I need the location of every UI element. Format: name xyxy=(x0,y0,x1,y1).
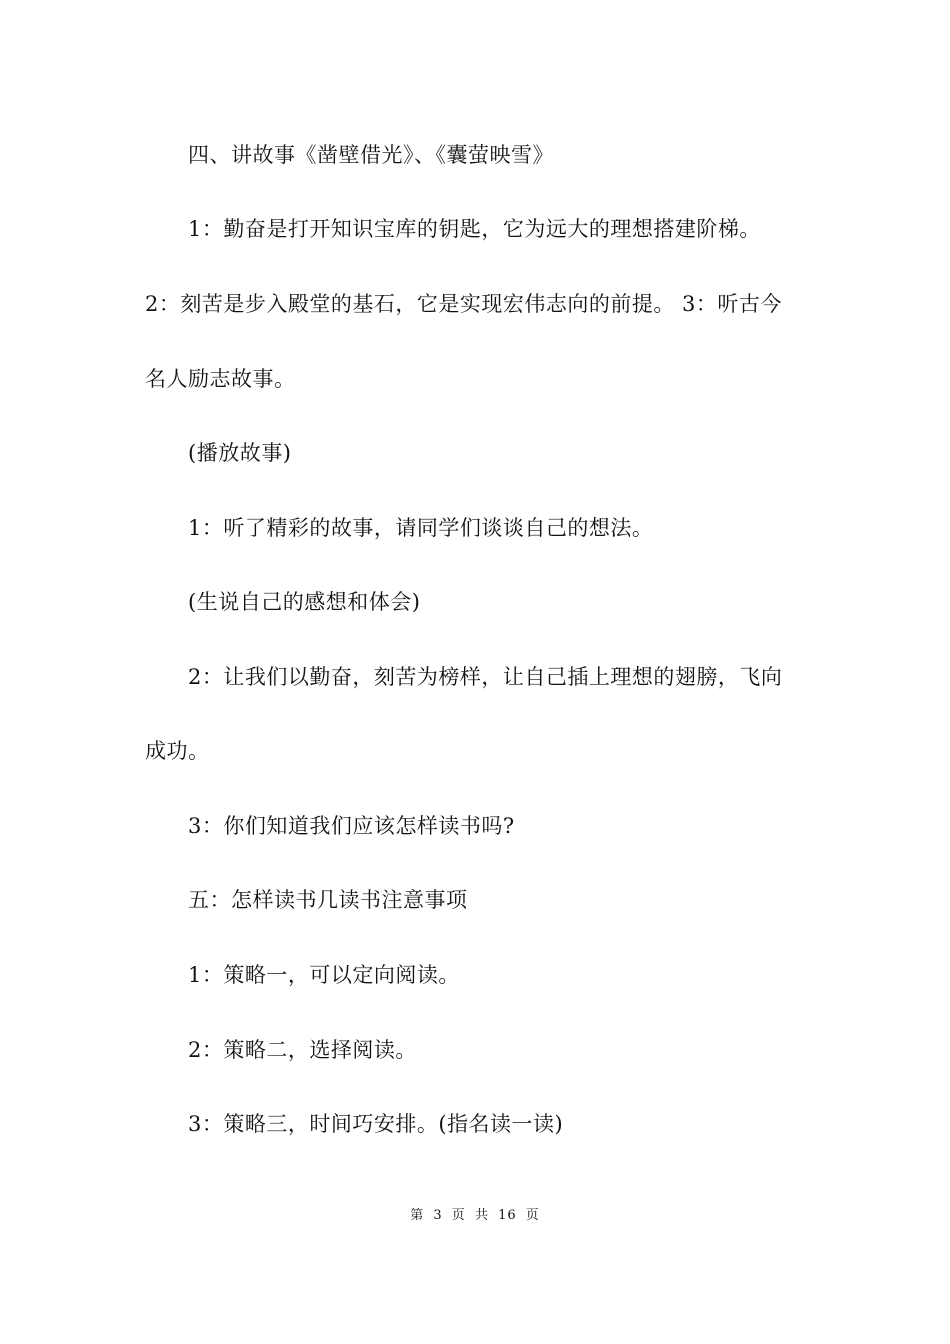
page-footer xyxy=(0,1207,950,1225)
current-page-number: 3 xyxy=(433,1208,443,1223)
footer-di: 第 xyxy=(410,1208,425,1223)
section-heading-four: 四、讲故事《凿壁借光》、《囊萤映雪》 xyxy=(188,143,554,167)
paragraph-line: 2：刻苦是步入殿堂的基石，它是实现宏伟志向的前提。 3：听古今 xyxy=(145,292,782,316)
paragraph-line: (生说自己的感想和体会) xyxy=(188,590,421,614)
footer-gong: 共 xyxy=(474,1208,489,1223)
paragraph-line: 2：让我们以勤奋，刻苦为榜样，让自己插上理想的翅膀，飞向 xyxy=(188,665,783,689)
paragraph-line: (播放故事) xyxy=(188,441,292,465)
footer-ye: 页 xyxy=(451,1208,466,1223)
paragraph-line: 1：听了精彩的故事，请同学们谈谈自己的想法。 xyxy=(188,516,654,540)
paragraph-line: 3：你们知道我们应该怎样读书吗? xyxy=(188,814,515,838)
paragraph-line: 1：策略一，可以定向阅读。 xyxy=(188,963,460,987)
total-pages-number: 16 xyxy=(498,1208,517,1223)
footer-ye2: 页 xyxy=(525,1208,540,1223)
section-heading-five: 五：怎样读书几读书注意事项 xyxy=(188,888,468,912)
paragraph-line: 成功。 xyxy=(145,739,210,763)
paragraph-line: 2：策略二，选择阅读。 xyxy=(188,1038,417,1062)
paragraph-line: 1：勤奋是打开知识宝库的钥匙，它为远大的理想搭建阶梯。 xyxy=(188,217,761,241)
paragraph-line: 3：策略三，时间巧安排。(指名读一读) xyxy=(188,1112,564,1136)
paragraph-line: 名人励志故事。 xyxy=(145,367,296,391)
